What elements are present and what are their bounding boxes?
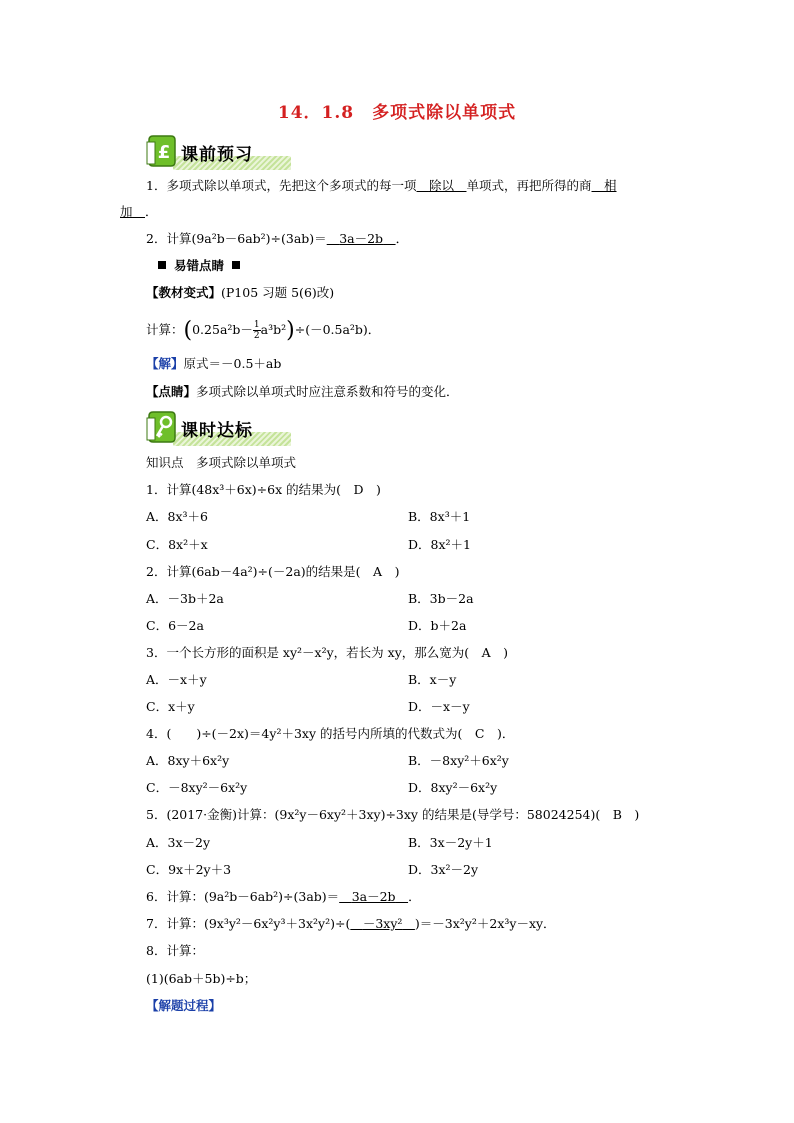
easy-error-heading: 易错点睛 [158, 258, 240, 274]
question-1-option-a: A．8x³＋6 [146, 509, 208, 524]
question-4-option-b: B．－8xy²＋6x²y [408, 753, 509, 768]
question-8-part-1: (1)(6ab＋5b)÷b； [146, 971, 257, 986]
question-5-option-c: C．9x＋2y＋3 [146, 862, 232, 877]
solution-line: 【解】原式＝－0.5＋ab [146, 356, 282, 371]
square-bullet-icon [232, 261, 240, 269]
question-4-option-c: C．－8xy²－6x²y [146, 780, 248, 795]
question-7: 7．计算：(9x³y²－6x²y³＋3x²y²)÷( －3xy² )＝－3x²y²＋2x³y－xy． [146, 916, 556, 931]
tip-line: 【点睛】多项式除以单项式时应注意系数和符号的变化． [146, 384, 459, 399]
svg-text:£: £ [157, 142, 171, 163]
question-5-option-d: D．3x²－2y [408, 862, 479, 877]
question-5-stem: 5．(2017·金衡)计算：(9x²y－6xy²＋3xy)÷3xy 的结果是(导学号：58024254)( B ) [146, 807, 640, 822]
question-4-stem: 4．( )÷(－2x)＝4y²＋3xy 的括号内所填的代数式为( C )． [146, 726, 515, 741]
question-4-option-d: D．8xy²－6x²y [408, 780, 498, 795]
calc-expression: 计算：(0.25a²b－ $\frac{1}{2}$ a³b²)÷(－0.5a²b)． [146, 318, 381, 343]
textbook-variant: 【教材变式】(P105 习题 5(6)改) [146, 285, 335, 300]
question-1-stem: 1．计算(48x³＋6x)÷6x 的结果为( D ) [146, 482, 381, 497]
question-3-option-b: B．x－y [408, 672, 457, 687]
question-1-option-d: D．8x²＋1 [408, 537, 471, 552]
section-banner-practice [145, 410, 295, 448]
section-banner-preview [145, 134, 295, 172]
question-5-option-a: A．3x－2y [146, 835, 211, 850]
question-2-option-a: A．－3b＋2a [146, 591, 224, 606]
question-4-option-a: A．8xy＋6x²y [146, 753, 230, 768]
question-2-option-c: C．6－2a [146, 618, 204, 633]
pre-question-2: 2．计算(9a²b－6ab²)÷(3ab)＝ 3a－2b ． [146, 231, 409, 246]
pre-question-1-cont: 加 ． [120, 204, 158, 219]
question-1-option-b: B．8x³＋1 [408, 509, 471, 524]
question-5-option-b: B．3x－2y＋1 [408, 835, 493, 850]
question-1-option-c: C．8x²＋x [146, 537, 208, 552]
pound-badge-icon [145, 134, 179, 170]
question-3-option-d: D．－x－y [408, 699, 470, 714]
knowledge-point: 知识点 多项式除以单项式 [146, 455, 297, 470]
question-2-stem: 2．计算(6ab－4a²)÷(－2a)的结果是( A ) [146, 564, 400, 579]
solution-process-label: 【解题过程】 [146, 998, 222, 1013]
key-badge-icon [145, 410, 179, 446]
page-title: 14．1.8 多项式除以单项式 [277, 103, 517, 123]
question-6: 6．计算：(9a²b－6ab²)÷(3ab)＝ 3a－2b ． [146, 889, 421, 904]
question-2-option-d: D．b＋2a [408, 618, 467, 633]
banner-text: 课时达标 [181, 421, 253, 441]
question-3-stem: 3．一个长方形的面积是 xy²－x²y，若长为 xy，那么宽为( A ) [146, 645, 509, 660]
square-bullet-icon [158, 261, 166, 269]
fraction: $\frac{1}{2}$ [253, 320, 260, 341]
question-3-option-c: C．x＋y [146, 699, 195, 714]
question-2-option-b: B．3b－2a [408, 591, 474, 606]
banner-text: 课前预习 [181, 145, 253, 165]
blank-answer: 除以 [428, 178, 454, 193]
pre-question-1: 1．多项式除以单项式，先把这个多项式的每一项 除以 单项式，再把所得的商 相 [146, 178, 617, 193]
question-3-option-a: A．－x＋y [146, 672, 207, 687]
question-8-stem: 8．计算： [146, 943, 204, 958]
